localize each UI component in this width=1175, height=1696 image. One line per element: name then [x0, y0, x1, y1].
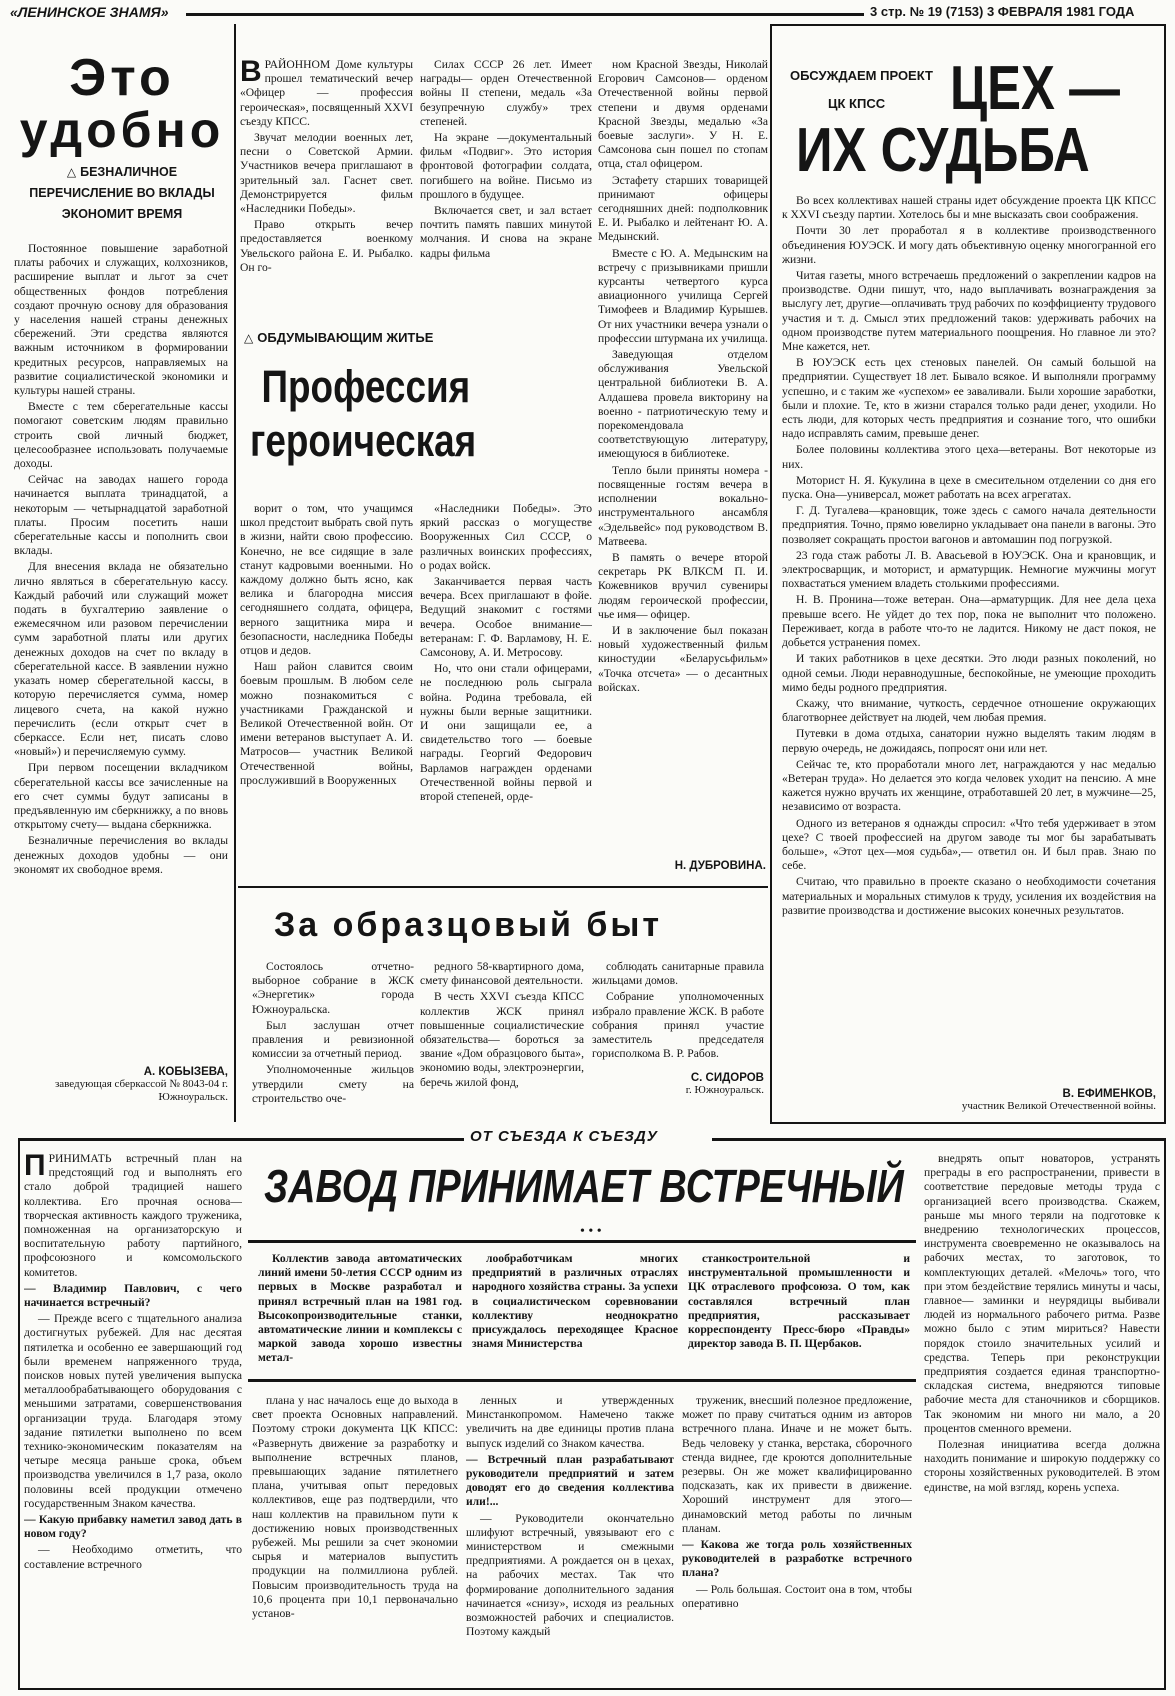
paragraph: — Какую прибавку наметил завод дать в новом году? [24, 1513, 242, 1541]
article-byt-col2 [420, 960, 584, 1120]
author-position: заведующая сберкассой № 8043-04 г. Южноуральск. [54, 1078, 228, 1103]
lead-col2 [472, 1252, 678, 1378]
paragraph: соблюдать санитарные правила жильцами домов. [592, 960, 764, 988]
article-title-line1: Это [69, 49, 175, 107]
paragraph: РАЙОННОМ Доме культуры прошел тематический вечер «Офицер — профессия героическая», посвященный XXVI съезду КПСС. [240, 58, 413, 128]
paragraph: Тепло были приняты номера - посвященные гостям вечера в исполнении вокально-инструментального ансамбля «Эдельвейс» под руководством В. Матвеева. [598, 463, 768, 548]
article-title-line1: ЦЕХ — [950, 54, 1120, 123]
newspaper-name: «ЛЕНИНСКОЕ ЗНАМЯ» [10, 4, 169, 20]
paragraph: станкостроительной и инструментальной промышленности и ЦК отраслевого профсоюза. О том, как составлялся встречный план предприятия, рассказывает корреспонденту Пресс-бюро «Правды» директор завода В. П. Щербаков. [688, 1252, 910, 1351]
paragraph: И в заключение был показан новый художественный фильм киностудии «Беларусьфильм» «Точка отсчета» — о десантных войсках. [598, 623, 768, 694]
paragraph: труженик, внесший полезное предложение, может по праву считаться одним из авторов встречного плана. Иначе и не может быть. Ведь человеку у станка, верстака, сборочного стенда виднее, где кроются дополнительные резервы. Он же может квалифицированно подсказать, как их привести в движение. Хороший инструмент для этого— динамовский метод работы по личным планам. [682, 1394, 912, 1535]
author-position: участник Великой Отечественной войны. [961, 1100, 1156, 1112]
paragraph: Вместе с тем сберегательные кассы помогают советским людям правильно строить свой личный бюджет, целесообразнее использовать получаемые доходы. [14, 400, 228, 471]
article-rubric: △ ОБДУМЫВАЮЩИМ ЖИТЬЕ [244, 330, 434, 345]
article-zavod-col4 [682, 1394, 912, 1690]
article-byt-col3 [592, 960, 764, 1070]
column-divider [234, 24, 236, 1122]
article-profession-signature: Н. ДУБРОВИНА. [674, 860, 766, 872]
article-byt-col1 [252, 960, 414, 1120]
paragraph: Н. В. Пронина—тоже ветеран. Она—арматурщик. Для нее дела цеха превыше всего. Не уйдет до тех пор, пока не выполнит что положено. Переживает, когда в работе что-то не ладится. Никому не даст покоя, не добьется устранения помех. [782, 593, 1156, 650]
drop-cap: П [24, 1152, 46, 1182]
paragraph: Постоянное повышение заработной платы рабочих и служащих, колхозников, расширение выплат и льгот за счет общественных фондов потребления создают прочную основу для образования у населения нашей страны денежных сбережений. Эти средства являются важным источником в формировании кредитных ресурсов, направляемых на развитие социалистической экономики и культуры нашей страны. [14, 242, 228, 398]
paragraph: Сейчас на заводах нашего города начинается выплата тринадцатой, а некоторым — четырнадцатой заработной платы. Просим посетить наши сберегательные кассы и пополнить свои вклады. [14, 473, 228, 558]
paragraph: Сейчас те, кто проработали много лет, награждаются у нас медалью «Ветеран труда». Но делается это когда человек уходит на пенсию. А мне кажется нужно вручать их женщине, отработавшей 20 лет, в мужчине—25, независимо от возраста. [782, 757, 1156, 814]
paragraph: И таких работников в цехе десятки. Это люди разных поколений, но одной семьи. Люди неравнодушные, беспокойные, не умеющие проходить мимо беды родного предприятия. [782, 652, 1156, 694]
paragraph: Звучат мелодии военных лет, песни о Советской Армии. Участников вечера приглашают в зрительный зал. Гаснет свет. Демонстрируется фильм «Наследники Победы». [240, 131, 413, 216]
article-ceh-body [782, 194, 1156, 1084]
paragraph: В память о вечере второй секретарь РК ВЛКСМ П. И. Кожевников вручил сувениры людям героической профессии, чье имя— офицер. [598, 550, 768, 621]
paragraph: 23 года стаж работы Л. В. Авасьевой в ЮУЭСК. Она и крановщик, и электросварщик, и моторист, и арматурщик. Немногие мужчины могут похвастаться умением владеть столькими профессиями. [782, 548, 1156, 591]
paragraph: Силах СССР 26 лет. Имеет награды— орден Отечественной войны II степени, медаль «За безупречную службу» трех степеней. [420, 58, 592, 128]
paragraph: Вместе с Ю. А. Медынским на встречу с призывниками пришли курсанты четвертого курса авиационного училища Сергей Тимофеев и Владимир Курышев. От них участники вечера узнали о профессии штурмана их училища. [598, 246, 768, 345]
lead-col1 [258, 1252, 462, 1378]
paragraph: ленных и утвержденных Минстанкопромом. Намечено также увеличить на две единицы против плана выпуск изделий со Знаком качества. [466, 1394, 674, 1450]
article-byt-title: За образцовый быт [274, 906, 663, 944]
paragraph: — Прежде всего с тщательного анализа достигнутых рубежей. Для нас десятая пятилетка и особенно ее завершающий год были временем напряженного труда, поисков новых путей увеличения выпуска металлообрабатывающего оборудования с меньшими затратами, совершенствования организации труда. Благодаря этому задание пятилетки выполнено по всем технико-экономическим показателям на четыре месяца раньше срока, объем производства увеличился в 1,7 раза, около половины всей продукции отмечено государственным Знаком качества. [24, 1312, 242, 1510]
paragraph: Но, что они стали офицерами, не последнюю роль сыграла война. Родина требовала, ей нужны были верные защитники. И они защищали ее, а свидетельство того — боевые награды. Георгий Федорович Варламов награжден орденами Отечественной войны первой и второй степеней, орде- [420, 662, 592, 804]
paragraph: При первом посещении вкладчиком сберегательной кассы все зачисленные на его счет суммы будут записаны в предъявленную им сберкнижку, а по вновь открытому счету— выдана сберкнижка. [14, 761, 228, 832]
article-sberkassa-signature [14, 1066, 228, 1104]
author-name: А. КОБЫЗЕВА, [143, 1066, 228, 1078]
lead-col3 [688, 1252, 910, 1378]
article-rubric: ОБСУЖДАЕМ ПРОЕКТ [790, 68, 933, 83]
paragraph: Наш район славится своим боевым прошлым. В любом селе можно познакомиться с участниками Гражданской и Великой Отечественной войн. От имени ветеранов выступает А. И. Матросов— участник Великой Отечественной войны, прослуживший в Вооруженных [240, 660, 413, 787]
article-profession-title [250, 360, 476, 468]
paragraph: Включается свет, и зал встает почтить память павших минутой молчания. И снова на экране кадры фильма [420, 204, 592, 260]
author-location: г. Южноуральск. [685, 1084, 764, 1096]
article-title-line2: удобно [19, 102, 225, 158]
article-sberkassa-body [14, 242, 228, 1064]
triangle-icon: △ [66, 165, 77, 179]
paragraph: В честь XXVI съезда КПСС коллектив ЖСК принял повышенные социалистические обязательства— бороться за звание «Дом образцового быта», экономию воды, электроэнергии, беречь жилой фонд, [420, 990, 584, 1089]
title-ornament: • • • [580, 1224, 602, 1239]
paragraph: Скажу, что внимание, чуткость, сердечное отношение окружающих благотворнее действует на людей, чем любая премия. [782, 696, 1156, 725]
paragraph: — Встречный план разрабатывают руководители предприятий и затем доводят его до сведения коллектива или!... [466, 1452, 674, 1509]
article-zavod-col2 [252, 1394, 458, 1690]
paragraph: Во всех коллективах нашей страны идет обсуждение проекта ЦК КПСС к XXVI съезду партии. Хотелось бы и мне высказать свои соображения. [782, 194, 1156, 222]
title-line1: Профессия [261, 361, 471, 412]
paragraph: Моторист Н. Я. Кукулина в цехе в смесительном отделении со дня его пуска. Она—универсал, может работать на всех агрегатах. [782, 473, 1156, 502]
paragraph: Право открыть вечер предоставляется военкому Увельского района Е. И. Рыбалко. Он го- [240, 218, 413, 274]
paragraph: — Какова же тогда роль хозяйственных руководителей в разработке встречного плана? [682, 1538, 912, 1580]
paragraph: Безналичные перечисления во вклады денежных доходов удобны — они экономят их свободное время. [14, 834, 228, 876]
article-ceh-signature [782, 1088, 1156, 1113]
article-title-line2: ИХ СУДЬБА [796, 116, 1090, 185]
article-rubric-sub: ЦК КПСС [828, 96, 886, 111]
article-profession-col5 [420, 502, 592, 882]
paragraph: лообработчикам многих предприятий в различных отраслях народного хозяйства страны. За успехи в социалистическом соревновании коллективу неоднократно присуждалось переходящее Красное знамя Министерства [472, 1252, 678, 1351]
paragraph: «Наследники Победы». Это яркий рассказ о могуществе Вооруженных Сил СССР, о различных воинских профессиях, о родах войск. [420, 502, 592, 572]
paragraph: РИНИМАТЬ встречный план на предстоящий год и выполнять его стало доброй традицией нашего коллектива. Его прочная основа— творческая активность каждого труженика, помноженная на организаторскую и воспитательную работу партийного, профсоюзного и комсомольского комитетов. [24, 1152, 242, 1279]
paragraph: — Владимир Павлович, с чего начинается встречный? [24, 1281, 242, 1310]
paragraph: На экране —документальный фильм «Подвиг». Это история фронтовой фотографии солдата, погибшего на войне. Письмо из прошлого в будущее. [420, 131, 592, 201]
article-profession-col4 [240, 502, 413, 882]
paragraph: Считаю, что правильно в проекте сказано о необходимости сочетания материальных и моральных стимулов к труду, усиления их воздействия на развитие производства и достижение высоких конечных результатов. [782, 875, 1156, 917]
article-profession-col2 [420, 58, 592, 316]
paragraph: Почти 30 лет проработал я в коллективе производственного объединения ЮУЭСК. И могу дать объективную оценку многогранной его жизни. [782, 224, 1156, 266]
article-zavod-col5 [924, 1152, 1160, 1690]
header-rule [186, 13, 864, 16]
paragraph: Путевки в дома отдыха, санатории нужно выделять таким людям в первую очередь, не дожидаясь, попросят они или нет. [782, 727, 1156, 755]
drop-cap: В [240, 58, 262, 88]
paragraph: — Руководители окончательно шлифуют встречный, увязывают его с министерством и смежными предприятиями. А рождается он в цехах, на рабочих местах. Так что формирование дополнительного задания начинается «снизу», исходя из реальных возможностей рабочих и специалистов. Поэтому каждый [466, 1511, 674, 1639]
section-rubric: ОТ СЪЕЗДА К СЪЕЗДУ [470, 1128, 658, 1145]
paragraph: Эстафету старших товарищей принимают офицеры сегодняшних дней: подполковник Е. И. Рыбалко и лейтенант Ю. А. Медынский. [598, 173, 768, 244]
paragraph: редного 58-квартирного дома, смету финансовой деятельности. [420, 960, 584, 988]
title-line2: героическая [250, 415, 477, 466]
article-byt-signature [592, 1072, 764, 1097]
paragraph: Одного из ветеранов я однажды спросил: «Что тебя удерживает в этом цехе? С твоей профессией на другом заводе ты мог бы зарабатывать больше», «Этот цех—моя судьба»,— ответил он. И был прав. Знаю по себе. [782, 816, 1156, 873]
author-name: С. СИДОРОВ [690, 1072, 764, 1084]
paragraph: — Необходимо отметить, что составление встречного [24, 1543, 242, 1571]
article-profession-col3 [598, 58, 768, 858]
paragraph: ворит о том, что учащимся школ предстоит выбрать свой путь в жизни, найти свою профессию. Конечно, не все сидящие в зале станут кадровыми военными. Но каждому должно быть ясно, как велика и благородна миссия сегодняшнего солдата, офицера, верного защитника мира и безопасности, наследника Победы отцов и дедов. [240, 502, 413, 658]
paragraph: Заканчивается первая часть вечера. Всех приглашают в фойе. Ведущий знакомит с гостями вечера. Особое внимание—ветеранам: Г. Ф. Варламову, Н. Е. Самсонову, А. И. Метросову. [420, 575, 592, 660]
triangle-icon: △ [244, 331, 254, 345]
issue-info: 3 стр. № 19 (7153) 3 ФЕВРАЛЯ 1981 ГОДА [870, 4, 1135, 19]
article-zavod-col3 [466, 1394, 674, 1690]
author-name: В. ЕФИМЕНКОВ, [1062, 1088, 1156, 1100]
paragraph: Полезная инициатива всегда должна находить понимание и широкую поддержку со стороны хозяйственных руководителей. В этом единстве, на мой взгляд, корень успеха. [924, 1438, 1160, 1494]
paragraph: — Роль большая. Состоит она в том, чтобы оперативно [682, 1582, 912, 1610]
article-profession-col1 [240, 58, 413, 316]
paragraph: ном Красной Звезды, Николай Егорович Самсонов— орденом Отечественной войны первой степени и двумя орденами Красной Звезды, медалью «За боевые заслуги». У Н. Е. Самсонова сын пошел по стопам отца, стал офицером. [598, 58, 768, 171]
paragraph: Заведующая отделом обслуживания Увельской центральной библиотеки В. А. Алдашева провела викторину на военно - патриотическую тему и порекомендовала соответствующую литературу, имеющуюся в библиотеке. [598, 348, 768, 461]
paragraph: внедрять опыт новаторов, устранять преграды в его распространении, привести в соответствие передовые методы труда с организацией всего производства. Скажем, раньше мы много теряли на подготовке к внедрению технологических процессов, инструмента своевременно не оказывалось на рабочих местах, то заготовок, то комплектующих деталей. «Мелочь» того, что при этом бездействие терялись минуты и часы, главное— заминки и неурядицы выбивали людей из нормального рабочего ритма. Разве можно было с этим мириться? Навести порядок стоило значительных усилий и средства. Теперь при реконструкции предприятия создается единая транспортно-складская система, внедряются типовые рабочие места для станочников и сборщиков. Так экономим ни много ни мало, а 20 процентов сменного времени. [924, 1152, 1160, 1435]
paragraph: Более половины коллектива этого цеха—ветераны. Вот некоторые из них. [782, 443, 1156, 471]
paragraph: Г. Д. Тугалева—крановщик, тоже здесь с самого начала деятельности предприятия. Точно, прямо ювелирно укладывает она панели в вагоны. Это позволяет сокращать простои вагонов и автомашин под погрузкой. [782, 504, 1156, 546]
paragraph: плана у нас началось еще до выхода в свет проекта Основных направлений. Поэтому строки документа ЦК КПСС: «Развернуть движение за разработку и выполнение встречных планов, превышающих задание пятилетнего плана, учитывая опыт передовых коллективов, еще раз подтвердили, что наш коллектив на правильном пути к достижению новых производственных рубежей. Мы решили за счет экономии сырья и материалов выпустить продукции на полмиллиона рублей. Повысим производительность труда на 10,6 процента при 10,1 первоначально установ- [252, 1394, 458, 1621]
paragraph: В ЮУЭСК есть цех стеновых панелей. Он самый большой на предприятии. Существует 18 лет. Бывало всякое. И выполняли программу успешно, и с таким же «успехом» ее заваливали. Были хорошие заработки, были и плохие. Те, кто в жизни старался только ради денег, уходили. Но есть люди, для которых честь предприятия и сознание того, что ошибки надо исправлять самим, превыше денег. [782, 356, 1156, 441]
paragraph: Уполномоченные жильцов утвердили смету на строительство оче- [252, 1063, 414, 1105]
article-zavod-title: ЗАВОД ПРИНИМАЕТ ВСТРЕЧНЫЙ [264, 1160, 904, 1212]
article-divider [238, 886, 768, 888]
paragraph: Собрание уполномоченных избрало правление ЖСК. В работе собрания принял участие заместитель председателя горисполкома В. Р. Рабов. [592, 990, 764, 1061]
paragraph: Состоялось отчетно-выборное собрание в ЖСК «Энергетик» города Южноуральска. [252, 960, 414, 1016]
article-rubric: △ БЕЗНАЛИЧНОЕ ПЕРЕЧИСЛЕНИЕ ВО ВКЛАДЫ ЭКОНОМИТ ВРЕМЯ [16, 162, 228, 225]
paragraph: Для внесения вклада не обязательно лично являться в сберегательную кассу. Каждый рабочий или служащий может подать в бухгалтерию заявление о ежемесячном или разовом перечислении сумм заработной платы или других денежных доходов на счет по вкладу в сберегательной кассе. В заявлении нужно указать номер сберегательной кассы, в которую перечисляется сумма, номер лицевого счета, на какой нужно перечислить (если открыт счет в сберкассе. Если нет, писать слово «новый») и перечисляемую сумму. [14, 560, 228, 759]
article-zavod-col1 [24, 1152, 242, 1692]
paragraph: Читая газеты, много встречаешь предложений о закреплении кадров на производстве. Одни пишут, что, надо выплачивать вознаграждения за выслугу лет, другие—оплачивать труд рабочих по коэффициенту трудового участия и т. д. Смысл этих предложений таков: удерживать рабочих на одном производстве путем материального поощрения. Но главное ли это? Мне кажется, нет. [782, 269, 1156, 354]
paragraph: Был заслушан отчет правления и ревизионной комиссии за отчетный период. [252, 1018, 414, 1061]
paragraph: Коллектив завода автоматических линий имени 50-летия СССР одним из первых в Москве разработал и принял встречный план на 1981 год. Высокопроизводительные станки, автоматические линии и комплексы с маркой завода хорошо известны метал- [258, 1252, 462, 1365]
